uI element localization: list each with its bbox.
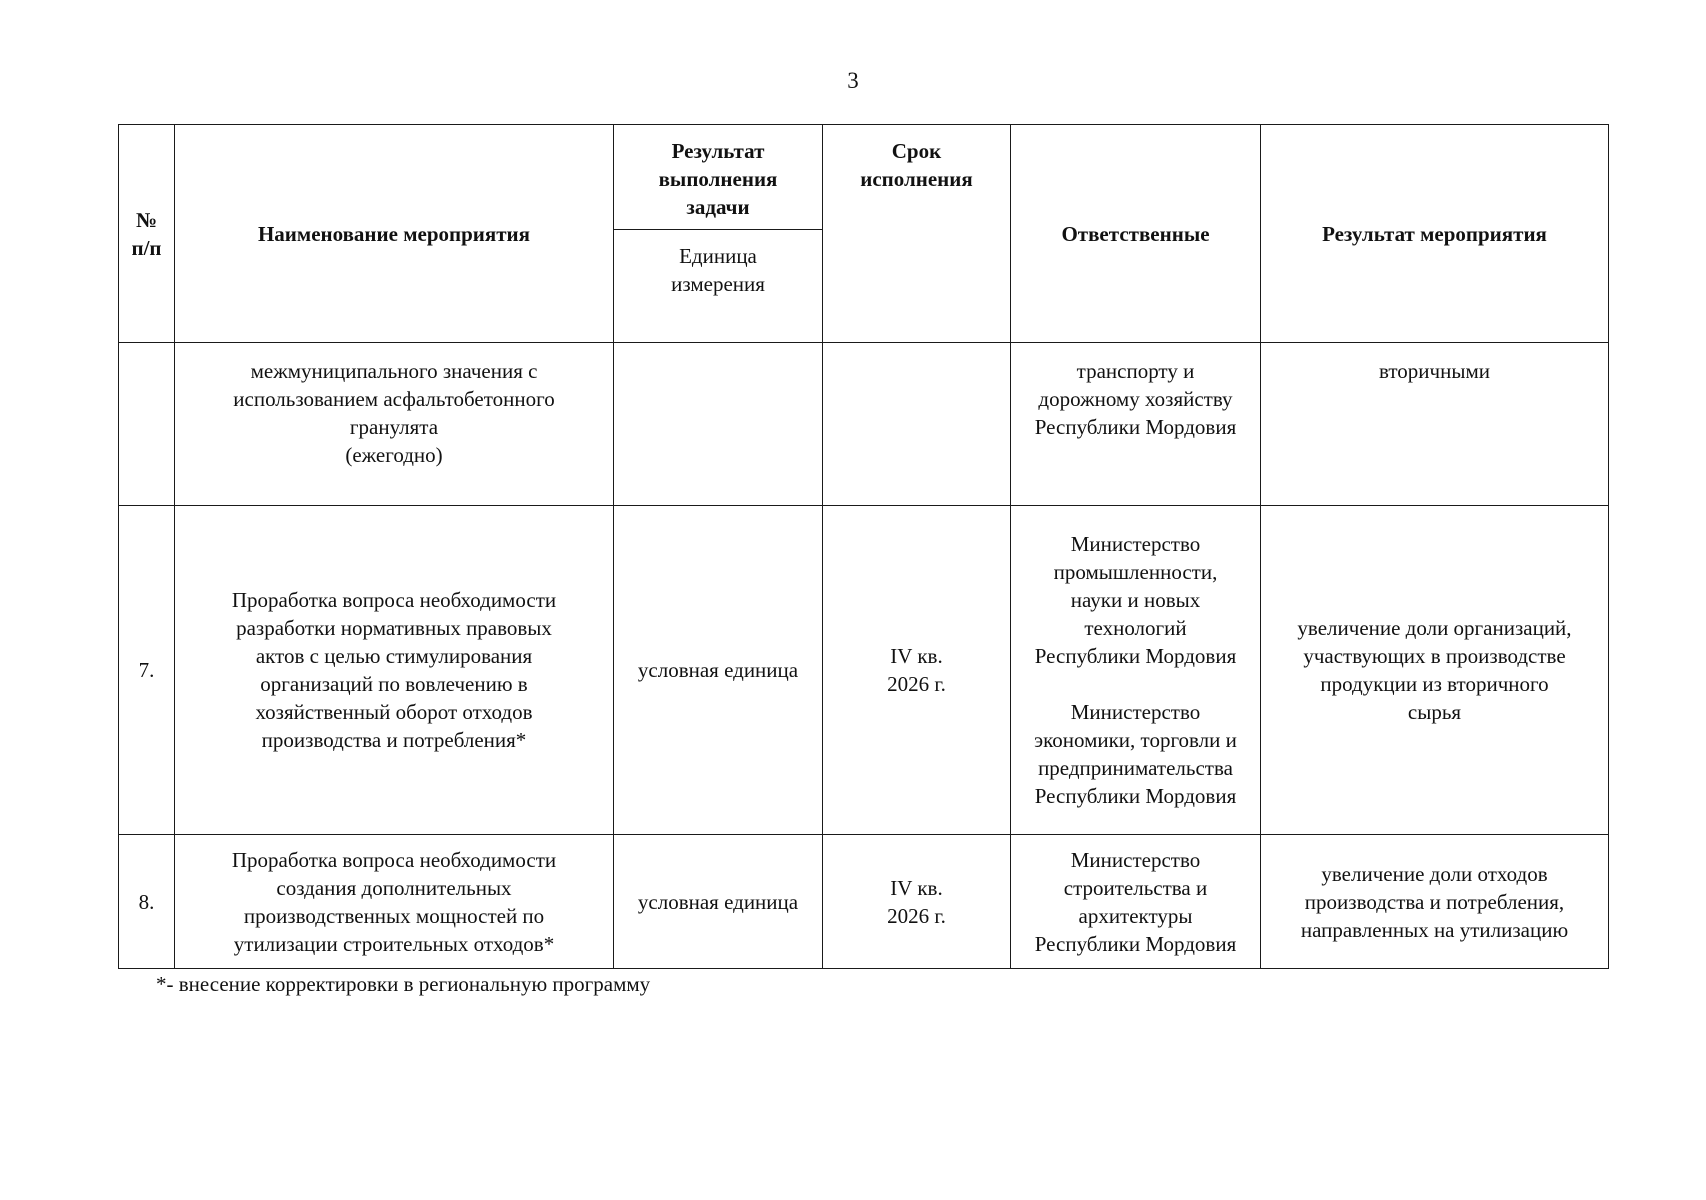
cell-result: вторичными xyxy=(1261,343,1609,506)
cell-num: 8. xyxy=(119,835,175,969)
cell-deadline: IV кв. 2026 г. xyxy=(823,835,1011,969)
cell-result: увеличение доли организаций, участвующих в производстве продукции из вторичного сырья xyxy=(1261,506,1609,835)
footnote: *- внесение корректировки в региональную программу xyxy=(156,972,651,996)
header-deadline: Срок исполнения xyxy=(823,125,1011,343)
cell-num xyxy=(119,343,175,506)
cell-unit: условная единица xyxy=(614,835,823,969)
header-event-name: Наименование мероприятия xyxy=(175,125,614,343)
cell-result: увеличение доли отходов производства и потребления, направленных на утилизацию xyxy=(1261,835,1609,969)
header-event-result: Результат мероприятия xyxy=(1261,125,1609,343)
measures-table xyxy=(118,124,1609,969)
header-task-result: Результат выполнения задачи xyxy=(614,125,823,230)
cell-responsible: транспорту и дорожному хозяйству Республики Мордовия xyxy=(1011,343,1261,506)
table-header-row xyxy=(119,125,1609,230)
table-row xyxy=(119,506,1609,835)
cell-responsible xyxy=(1011,506,1261,835)
responsible-ministry-industry: Министерство промышленности, науки и новых технологий Республики Мордовия xyxy=(1034,532,1237,668)
table-row xyxy=(119,343,1609,506)
cell-deadline: IV кв. 2026 г. xyxy=(823,506,1011,835)
cell-unit: условная единица xyxy=(614,506,823,835)
cell-event-name: межмуниципального значения с использованием асфальтобетонного гранулята (ежегодно) xyxy=(175,343,614,506)
cell-deadline xyxy=(823,343,1011,506)
header-number: № п/п xyxy=(119,125,175,343)
cell-unit xyxy=(614,343,823,506)
cell-num: 7. xyxy=(119,506,175,835)
table-row xyxy=(119,835,1609,969)
page-number: 3 xyxy=(847,68,859,93)
header-unit: Единица измерения xyxy=(614,230,823,343)
header-responsible: Ответственные xyxy=(1011,125,1261,343)
cell-event-name: Проработка вопроса необходимости разработки нормативных правовых актов с целью стимулирования организаций по вовлечению в хозяйственный оборот отходов производства и потребления* xyxy=(175,506,614,835)
cell-responsible: Министерство строительства и архитектуры Республики Мордовия xyxy=(1011,835,1261,969)
responsible-ministry-economy: Министерство экономики, торговли и предпринимательства Республики Мордовия xyxy=(1034,700,1237,808)
cell-event-name: Проработка вопроса необходимости создания дополнительных производственных мощностей по утилизации строительных отходов* xyxy=(175,835,614,969)
